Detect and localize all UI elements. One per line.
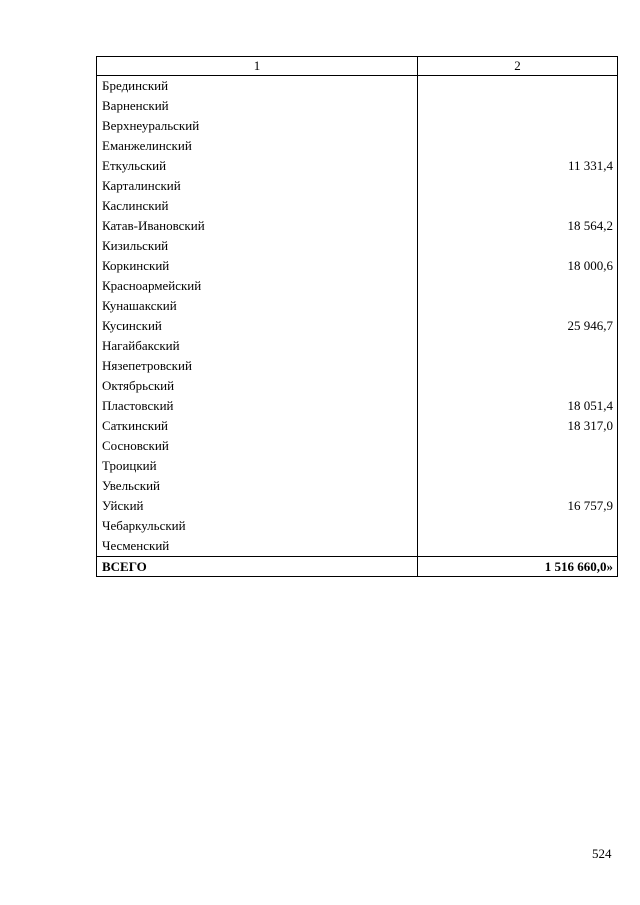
table-row	[97, 476, 618, 496]
district-name: Чесменский	[97, 536, 418, 557]
table-row	[97, 376, 618, 396]
district-value	[418, 176, 618, 196]
district-name: Еманжелинский	[97, 136, 418, 156]
table-row	[97, 356, 618, 376]
district-name: Нагайбакский	[97, 336, 418, 356]
table-row	[97, 216, 618, 236]
table-row	[97, 236, 618, 256]
table-row	[97, 256, 618, 276]
district-name: Каслинский	[97, 196, 418, 216]
total-value: 1 516 660,0»	[418, 557, 618, 577]
district-name: Кизильский	[97, 236, 418, 256]
total-row	[97, 557, 618, 577]
table-row	[97, 536, 618, 557]
table-row	[97, 496, 618, 516]
district-table	[96, 56, 618, 577]
table-body	[97, 76, 618, 557]
district-name: Саткинский	[97, 416, 418, 436]
district-name: Коркинский	[97, 256, 418, 276]
district-value: 16 757,9	[418, 496, 618, 516]
district-name: Варненский	[97, 96, 418, 116]
district-value	[418, 76, 618, 97]
district-value	[418, 116, 618, 136]
district-value: 18 051,4	[418, 396, 618, 416]
table-row	[97, 436, 618, 456]
district-name: Катав-Ивановский	[97, 216, 418, 236]
header-col-2: 2	[418, 57, 618, 76]
district-value	[418, 456, 618, 476]
district-name: Чебаркульский	[97, 516, 418, 536]
district-name: Кусинский	[97, 316, 418, 336]
district-value	[418, 236, 618, 256]
district-value	[418, 276, 618, 296]
district-value	[418, 476, 618, 496]
district-name: Пластовский	[97, 396, 418, 416]
table-row	[97, 416, 618, 436]
table-row	[97, 176, 618, 196]
district-value: 18 317,0	[418, 416, 618, 436]
table-row	[97, 196, 618, 216]
table-row	[97, 336, 618, 356]
district-value	[418, 336, 618, 356]
district-value	[418, 516, 618, 536]
district-value	[418, 196, 618, 216]
district-name: Красноармейский	[97, 276, 418, 296]
district-name: Брединский	[97, 76, 418, 97]
district-name: Еткульский	[97, 156, 418, 176]
district-value	[418, 436, 618, 456]
table-row	[97, 96, 618, 116]
district-value	[418, 136, 618, 156]
table-row	[97, 316, 618, 336]
district-name: Нязепетровский	[97, 356, 418, 376]
district-value: 11 331,4	[418, 156, 618, 176]
table-header	[97, 57, 618, 76]
table-row	[97, 296, 618, 316]
table-row	[97, 396, 618, 416]
district-value	[418, 376, 618, 396]
district-value: 25 946,7	[418, 316, 618, 336]
district-name: Кунашакский	[97, 296, 418, 316]
district-value	[418, 356, 618, 376]
table-row	[97, 456, 618, 476]
district-value: 18 564,2	[418, 216, 618, 236]
table-row	[97, 516, 618, 536]
total-label: ВСЕГО	[97, 557, 418, 577]
header-col-1: 1	[97, 57, 418, 76]
district-value	[418, 96, 618, 116]
table-row	[97, 116, 618, 136]
district-name: Верхнеуральский	[97, 116, 418, 136]
table-row	[97, 156, 618, 176]
district-name: Карталинский	[97, 176, 418, 196]
table-row	[97, 276, 618, 296]
page-number: 524	[592, 846, 612, 861]
district-value	[418, 296, 618, 316]
district-value: 18 000,6	[418, 256, 618, 276]
district-name: Уйский	[97, 496, 418, 516]
district-name: Октябрьский	[97, 376, 418, 396]
table-row	[97, 136, 618, 156]
district-name: Увельский	[97, 476, 418, 496]
header-row	[97, 57, 618, 76]
district-value	[418, 536, 618, 557]
table-row	[97, 76, 618, 97]
district-name: Троицкий	[97, 456, 418, 476]
district-name: Сосновский	[97, 436, 418, 456]
